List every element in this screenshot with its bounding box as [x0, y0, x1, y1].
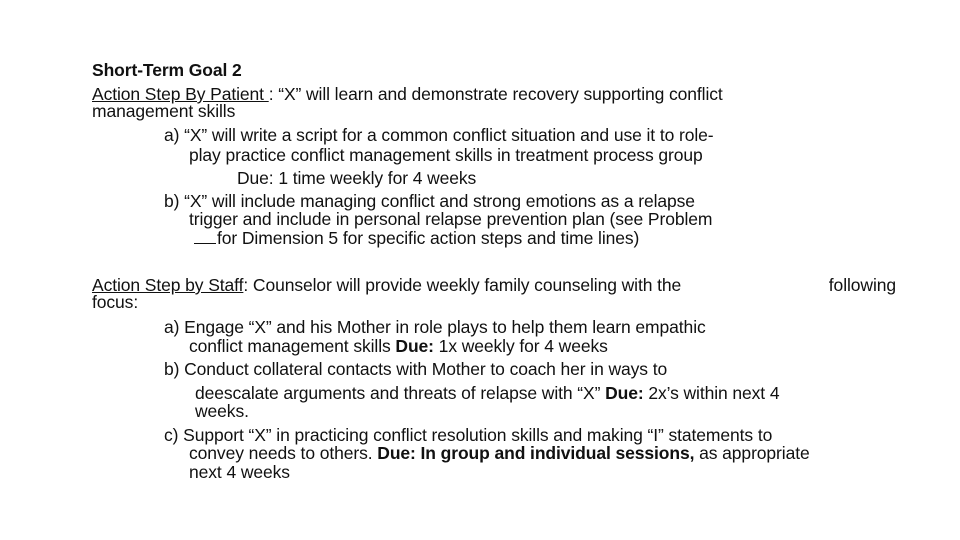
staff-intro-cont: focus: [92, 292, 139, 312]
staff-intro-tail: following [828, 275, 896, 295]
staff-step-c-line2-text: convey needs to others. [189, 443, 378, 463]
patient-action-label: Action Step By Patient [92, 84, 269, 104]
patient-intro-text: : “X” will learn and demonstrate recovery supporting conflict [268, 84, 723, 104]
blank-underline [194, 228, 216, 244]
staff-step-c-line3: next 4 weeks [189, 462, 290, 482]
staff-action-label: Action Step by Staff [92, 275, 244, 295]
staff-step-b-line1: b) Conduct collateral contacts with Mother to coach her in ways to [164, 359, 668, 379]
staff-step-b-line2 [195, 383, 779, 403]
due-text: 2x’s within next 4 [643, 383, 780, 403]
patient-step-a-due [237, 168, 476, 188]
patient-step-b-line2: trigger and include in personal relapse prevention plan (see Problem [189, 209, 713, 229]
staff-step-a-line1: a) Engage “X” and his Mother in role plays to help them learn empathic [164, 317, 706, 337]
patient-step-a-line2: play practice conflict management skills in treatment process group [189, 145, 703, 165]
staff-intro-line [92, 275, 896, 295]
staff-step-a-line2 [189, 336, 608, 356]
patient-intro-cont: management skills [92, 101, 236, 121]
due-text: 1x weekly for 4 weeks [433, 336, 608, 356]
patient-step-b-line3-text: for Dimension 5 for specific action steps and time lines) [217, 228, 640, 248]
staff-step-c-line1: c) Support “X” in practicing conflict resolution skills and making “I” statements to [164, 425, 773, 445]
due-label: Due: [237, 168, 274, 188]
due-text: as appropriate [694, 443, 810, 463]
due-text: 1 time weekly for 4 weeks [273, 168, 477, 188]
staff-step-b-line2-text: deescalate arguments and threats of relapse with “X” [195, 383, 606, 403]
due-label: Due: [395, 336, 434, 356]
staff-step-a-line2-text: conflict management skills [189, 336, 396, 356]
goal-title: Short-Term Goal 2 [92, 60, 242, 80]
patient-step-a-line1: a) “X” will write a script for a common conflict situation and use it to role- [164, 125, 714, 145]
staff-intro-text: : Counselor will provide weekly family counseling with the [243, 275, 682, 295]
due-label: Due: [605, 383, 644, 403]
due-label: Due: In group and individual sessions, [377, 443, 695, 463]
staff-step-c-line2 [189, 443, 810, 463]
staff-step-b-line3: weeks. [195, 401, 249, 421]
patient-step-b-line1: b) “X” will include managing conflict and strong emotions as a relapse [164, 191, 695, 211]
patient-step-b-line3 [194, 228, 639, 248]
